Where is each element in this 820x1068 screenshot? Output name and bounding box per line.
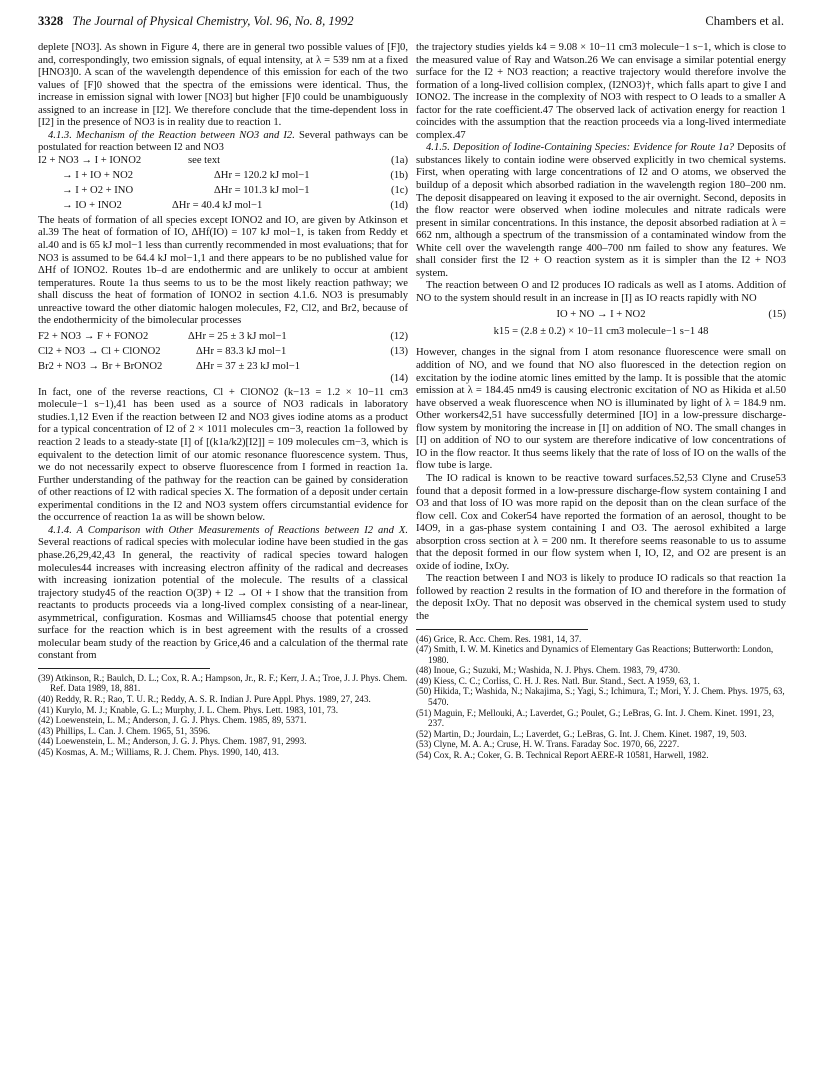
paragraph: In fact, one of the reverse reactions, Cl + ClONO2 (k−13 = 1.2 × 10−11 cm3 molecule−1 s−1),41 has been used as a source of NO3 radicals in laboratory studies.1,12 Even if the reaction between I2 and NO3 gives iodine atoms as a product for a typical concentration of I2 of 2 × 1011 molecules cm−3, reaction 1a followed by reaction 2 leads to a steady-state [I] of [(k1a/k2)[I2]] = 109 molecules cm−3, which is equivalent to the detection limit of our atomic resonance fluorescence system. Thus, we do not necessarily expect to observe fluorescence from I formed in reaction 1a. Further understanding of the pathway for the reaction can be gained by consideration of other reactions of I2 with radical species X. The formation of a deposit under certain experimental conditions in the I2 and NO3 system offers circumstantial evidence for the occurrence of reaction 1a as will be shown below. xyxy=(38,386,408,524)
reference-item: (49) Kiess, C. C.; Corliss, C. H. J. Res. Natl. Bur. Stand., Sect. A 1959, 63, 1. xyxy=(416,675,700,686)
reference-list xyxy=(38,673,408,758)
equation-reaction: IO + NO → I + NO2 xyxy=(556,309,646,321)
equation-14 xyxy=(38,361,408,387)
reference-item: (41) Kurylo, M. J.; Knable, G. L.; Murphy, J. L. Chem. Phys. Lett. 1983, 101, 73. xyxy=(38,704,339,715)
reference-item: (42) Loewenstein, L. M.; Anderson, J. G. J. Phys. Chem. 1985, 89, 5371. xyxy=(38,715,307,726)
section-heading: 4.1.3. Mechanism of the Reaction between NO3 and I2. xyxy=(48,129,295,141)
reference-item: (52) Martin, D.; Jourdain, L.; Laverdet, G.; LeBras, G. Int. J. Chem. Kinet. 1987, 19, 503. xyxy=(416,728,747,739)
page-number: 3328 xyxy=(38,14,64,28)
equation-enthalpy: ΔHr = 37 ± 23 kJ mol−1 xyxy=(196,360,301,372)
reference-item: (46) Grice, R. Acc. Chem. Res. 1981, 14, 37. xyxy=(416,633,582,644)
paragraph: deplete [NO3]. As shown in Figure 4, there are in general two possible values of [F]0, and, correspondingly, two emission signals, of equal intensity, at λ = 539 nm at a fixed [HNO3]0. A scan of the wavelength dependence of this emission for each of the two values of [F]0 showed that the spectra of the emissions were identical. Thus, the increase in emission signal with lower [NO3] but higher [F]0 could be unambiguously assigned to an increase in [I2]. We therefore conclude that the time-dependent loss in [I2] in the presence of NO3 is in reality due to reaction 1. xyxy=(38,42,408,129)
equation-number: (12) xyxy=(390,330,408,342)
equation-enthalpy: ΔHr = 83.3 kJ mol−1 xyxy=(196,345,287,357)
reference-item: (54) Cox, R. A.; Coker, G. B. Technical Report AERE-R 10581, Harwell, 1982. xyxy=(416,750,709,761)
reference-item: (53) Clyne, M. A. A.; Cruse, H. W. Trans. Faraday Soc. 1970, 66, 2227. xyxy=(416,739,680,750)
reference-item: (48) Inoue, G.; Suzuki, M.; Washida, N. J. Phys. Chem. 1983, 79, 4730. xyxy=(416,665,680,676)
section-4-1-4 xyxy=(38,525,408,663)
equation-1c xyxy=(38,185,408,200)
equation-number: (1c) xyxy=(390,184,408,196)
equation-reaction: Cl2 + NO3 → Cl + ClONO2 xyxy=(38,345,161,357)
section-text: Several reactions of radical species with molecular iodine have been studied in the gas phase.26,29,42,43 In general, the reactivity of radical species toward halogen molecules44 increases with increasing electron affinity of the radical and decreases with increasing ionization potential of the molecule. The results of a classical trajectory study45 of the reaction O(3P) + I2 → OI + I show that the transition from reactants to products proceeds via a long-lived complex consisting of a near-linear, asymmetrical, configuration. Kosmas and Williams45 choose that potential energy surface for the reaction which is in best agreement with the results of a crossed molecular beam study of the reaction by Grice,46 and a calculation of the thermal rate constant from xyxy=(38,537,408,662)
equation-enthalpy: ΔHr = 120.2 kJ mol−1 xyxy=(214,169,310,181)
paragraph: The heats of formation of all species except IONO2 and IO, are given by Atkinson et al.39 The heat of formation of IO, ΔHf(IO) = 107 kJ mol−1, is taken from Reddy et al.40 and is 65 kJ mol−1 less than currently recommended in most evaluations; that for NO3 is assumed to be 64.4 kJ mol−1,1 and there appears to be no published value for ΔHf of IONO2. Routes 1b–d are endothermic and are unlikely to occur at ambient temperatures. Route 1a thus seems to us to be the most likely reaction pathway; we shall discuss the heat of formation of IONO2 in section 4.1.6. NO3 is presumably unreactive toward the other diatomic halogen molecules, F2, Cl2, and Br2, because of the endothermicity of the bimolecular processes xyxy=(38,214,408,327)
section-text: Several pathways can be postulated for reaction between I2 and NO3 xyxy=(38,129,408,154)
running-head xyxy=(38,14,354,29)
section-heading: 4.1.5. Deposition of Iodine-Containing Species: Evidence for Route 1a? xyxy=(426,142,735,154)
equation-enthalpy: ΔHr = 25 ± 3 kJ mol−1 xyxy=(188,330,287,342)
equation-number: (1a) xyxy=(390,154,408,166)
equation-number: (14) xyxy=(390,372,408,384)
paragraph: The reaction between O and I2 produces IO radicals as well as I atoms. Addition of NO to the system should result in an increase in [I] as IO reacts rapidly with NO xyxy=(416,280,786,304)
reference-item: (50) Hikida, T.; Washida, N.; Nakajima, S.; Yagi, S.; Ichimura, T.; Mori, Y. J. Chem. Phys. 1975, 63, 5470. xyxy=(416,686,785,708)
reference-item: (39) Atkinson, R.; Baulch, D. L.; Cox, R. A.; Hampson, Jr., R. F.; Kerr, J. A.; Troe, J. J. Phys. Chem. Ref. Data 1989, 18, 881. xyxy=(38,672,408,694)
equation-enthalpy: ΔHr = 40.4 kJ mol−1 xyxy=(172,199,263,211)
equation-reaction: → I + O2 + INO xyxy=(62,184,134,196)
reference-item: (51) Maguin, F.; Mellouki, A.; Laverdet, G.; Poulet, G.; LeBras, G. Int. J. Chem. Kinet. 1991, 23, 237. xyxy=(416,707,775,729)
reference-item: (44) Loewenstein, L. M.; Anderson, J. G. J. Phys. Chem. 1987, 91, 2993. xyxy=(38,736,307,747)
equation-number: (1b) xyxy=(390,169,408,181)
equation-enthalpy: ΔHr = 101.3 kJ mol−1 xyxy=(214,184,310,196)
reference-item: (43) Phillips, L. Can. J. Chem. 1965, 51, 3596. xyxy=(38,725,211,736)
journal-citation: The Journal of Physical Chemistry, Vol. 96, No. 8, 1992 xyxy=(72,14,354,28)
equation-1b xyxy=(38,170,408,185)
reference-list xyxy=(416,634,786,761)
footnote-rule xyxy=(416,629,588,630)
equation-note: see text xyxy=(188,154,221,166)
equation-13 xyxy=(38,346,408,361)
left-column xyxy=(38,42,408,758)
rate-constant-15 xyxy=(416,326,786,343)
equation-reaction: F2 + NO3 → F + FONO2 xyxy=(38,330,149,342)
equation-1a xyxy=(38,155,408,170)
reference-item: (40) Reddy, R. R.; Rao, T. U. R.; Reddy, A. S. R. Indian J. Pure Appl. Phys. 1989, 27, 243. xyxy=(38,694,371,705)
right-column xyxy=(416,42,786,761)
rate-constant-text: k15 = (2.8 ± 0.2) × 10−11 cm3 molecule−1 s−1 48 xyxy=(493,326,709,338)
paragraph: The reaction between I and NO3 is likely to produce IO radicals so that reaction 1a followed by reaction 2 results in the formation of IO and therefore in the formation of the deposit IxOy. That no deposit was observed in the chemical system used to study the xyxy=(416,573,786,622)
equation-1d xyxy=(38,200,408,215)
section-heading: 4.1.4. A Comparison with Other Measurements of Reactions between I2 and X. xyxy=(48,524,408,536)
equation-number: (13) xyxy=(390,345,408,357)
equation-number: (1d) xyxy=(390,199,408,211)
author-running-head: Chambers et al. xyxy=(705,14,784,28)
equation-reaction: → IO + INO2 xyxy=(62,199,122,211)
section-text: Deposits of substances likely to contain iodine were observed explicitly in two chemical systems. First, when operating with large concentrations of I2 and O atoms, we observed the buildup of a deposit which absorbed radiation in the wavelength region 180–200 nm. The deposit disappeared on leaving it exposed to the air overnight. Second, deposits in the flow reactor were observed when iodine molecules and nitrate radicals were present in similar concentrations. In this instance, the deposit absorbed radiation at λ = 662 nm, although a spectrum of the transmission of a contaminated window from the White cell over the wavelength range 400–700 nm failed to show any features. We shall consider first the I2 + O reaction system as it is simpler than the I2 + NO3 system. xyxy=(416,142,786,279)
reference-item: (47) Smith, I. W. M. Kinetics and Dynamics of Elementary Gas Reactions; Butterworth: London, 1980. xyxy=(416,644,774,665)
equation-reaction: → I + IO + NO2 xyxy=(62,169,134,181)
footnote-rule xyxy=(38,668,210,669)
section-4-1-3 xyxy=(38,130,408,155)
equation-12 xyxy=(38,331,408,346)
page-header xyxy=(38,14,784,34)
equation-number: (15) xyxy=(768,309,786,321)
reference-item: (45) Kosmas, A. M.; Williams, R. J. Chem. Phys. 1990, 140, 413. xyxy=(38,747,279,758)
paragraph: the trajectory studies yields k4 = 9.08 × 10−11 cm3 molecule−1 s−1, which is close to the measured value of Ray and Watson.26 We can envisage a similar potential energy surface for the I2 + NO3 reaction; a reactive trajectory would therefore involve the formation of a long-lived collision complex, (I2NO3)†, which falls apart to give I and IONO2. The increase in the complexity of NO3 with respect to O leads to a smaller A factor for the rate coefficient.47 The observed lack of activation energy for reaction 1 coincides with the assumption that the reaction proceeds via a long-lived intermediate complex.47 xyxy=(416,42,786,141)
equation-reaction: I2 + NO3 → I + IONO2 xyxy=(38,154,142,166)
paragraph: However, changes in the signal from I atom resonance fluorescence were small on addition of NO, and we found that NO also fluoresced in the detection region on excitation by the iodine atomic lines emitted by the lamp. It is possible that the atomic emission at λ = 184.45 nm49 is causing electronic excitation of NO as Hikida et al.50 have observed a weak fluorescence when NO is illuminated by light of λ = 184.9 nm. Other workers42,51 have successfully determined [IO] in a low-pressure discharge-flow system by monitoring the increase in [I] on addition of NO. The small changes in [I] on addition of NO to our system are therefore indicative of low concentrations of IO in the flow reactor. It thus seems likely that the rate of loss of IO on the walls of the flow tube is large. xyxy=(416,347,786,472)
equation-reaction: Br2 + NO3 → Br + BrONO2 xyxy=(38,360,163,372)
equation-15 xyxy=(416,309,786,326)
paragraph: The IO radical is known to be reactive toward surfaces.52,53 Clyne and Cruse53 found that a deposit formed in a low-pressure discharge-flow system containing I and O3 and that loss of IO was more rapid on the deposit than on the clean surface of the flow cell. Cox and Coker54 have reported the formation of an aerosol, thought to be I4O9, in a gas-phase system containing I and O3. The aerosol exhibited a large absorption cross section at λ = 200 nm. It therefore seems reasonable to us to assume that the deposit formed in our flow system when I, IO, I2, and O2 are present is an oxide of iodine, IxOy. xyxy=(416,472,786,572)
section-4-1-5 xyxy=(416,142,786,280)
